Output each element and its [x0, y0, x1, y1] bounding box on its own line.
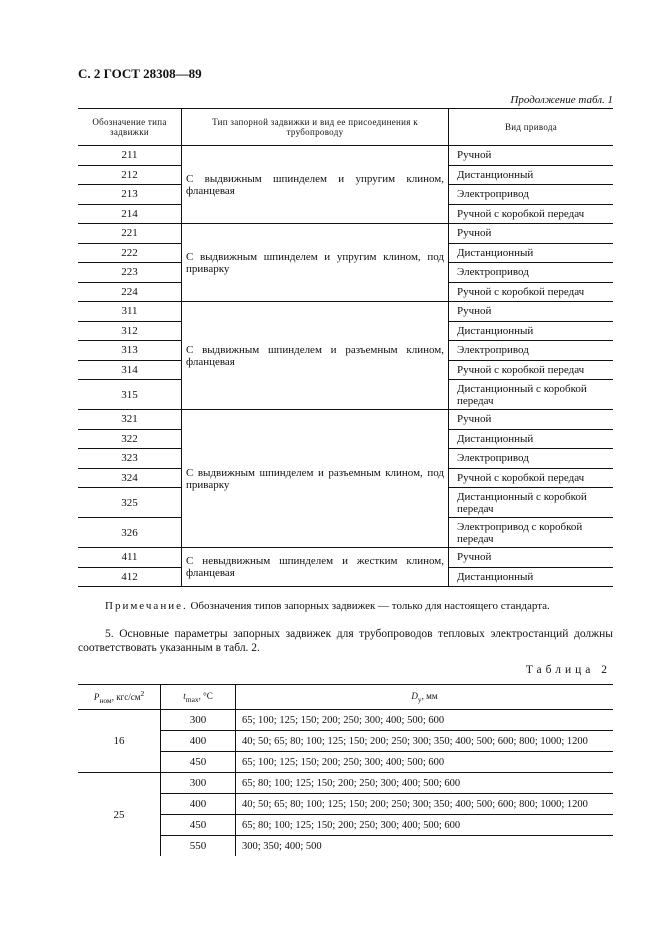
drive-type-cell: Дистанционный [449, 243, 614, 263]
designation-cell: 211 [78, 146, 182, 166]
temperature-cell: 450 [161, 815, 236, 836]
designation-cell: 223 [78, 263, 182, 283]
designation-cell: 212 [78, 165, 182, 185]
paragraph-5: 5. Основные параметры запорных задвижек для трубопроводов тепловых электростанций должны соответствовать указанным в табл. 2. [78, 628, 613, 654]
valve-type-cell: С выдвижным шпинделем и разъемным клином, фланцевая [182, 302, 449, 410]
temperature-cell: 400 [161, 794, 236, 815]
drive-type-cell: Ручной [449, 224, 614, 244]
col-header-type: Тип запорной задвижки и вид ее присоединения к трубопроводу [182, 109, 449, 146]
table-note [105, 600, 550, 612]
designation-cell: 213 [78, 185, 182, 205]
designation-cell: 324 [78, 468, 182, 488]
temperature-unit: , °С [198, 690, 213, 701]
designation-cell: 323 [78, 449, 182, 469]
drive-type-cell: Дистанционный с коробкой передач [449, 380, 614, 410]
col-header-temperature [161, 685, 236, 710]
table-row [78, 410, 613, 430]
drive-type-cell: Ручной с коробкой передач [449, 360, 614, 380]
drive-type-cell: Электропривод [449, 185, 614, 205]
designation-cell: 314 [78, 360, 182, 380]
designation-cell: 311 [78, 302, 182, 322]
designation-cell: 312 [78, 321, 182, 341]
designation-cell: 313 [78, 341, 182, 361]
drive-type-cell: Дистанционный с коробкой передач [449, 488, 614, 518]
pressure-unit: , кгс/см [111, 692, 141, 703]
pressure-cell: 16 [78, 710, 161, 773]
drive-type-cell: Дистанционный [449, 567, 614, 587]
designation-cell: 326 [78, 518, 182, 548]
drive-type-cell: Ручной с коробкой передач [449, 468, 614, 488]
note-label: Примечание. [105, 600, 188, 612]
designation-cell: 222 [78, 243, 182, 263]
table-row [78, 146, 613, 166]
col-header-pressure [78, 685, 161, 710]
diameter-symbol: D [411, 690, 418, 701]
temperature-cell: 300 [161, 710, 236, 731]
designation-cell: 214 [78, 204, 182, 224]
col-header-diameter [236, 685, 614, 710]
drive-type-cell: Дистанционный [449, 429, 614, 449]
designation-cell: 224 [78, 282, 182, 302]
designation-cell: 322 [78, 429, 182, 449]
drive-type-cell: Ручной [449, 146, 614, 166]
drive-type-cell: Ручной [449, 302, 614, 322]
drive-type-cell: Ручной с коробкой передач [449, 204, 614, 224]
designation-cell: 221 [78, 224, 182, 244]
diameter-cell: 40; 50; 65; 80; 100; 125; 150; 200; 250; 300; 350; 400; 500; 600; 800; 1000; 1200 [236, 794, 614, 815]
pressure-cell: 25 [78, 773, 161, 857]
designation-cell: 325 [78, 488, 182, 518]
temperature-cell: 550 [161, 836, 236, 857]
diameter-unit: , мм [421, 690, 438, 701]
temperature-cell: 400 [161, 731, 236, 752]
diameter-cell: 65; 100; 125; 150; 200; 250; 300; 400; 500; 600 [236, 710, 614, 731]
temperature-cell: 450 [161, 752, 236, 773]
valve-types-body [78, 146, 613, 587]
drive-type-cell: Электропривод с коробкой передач [449, 518, 614, 548]
diameter-cell: 65; 80; 100; 125; 150; 200; 250; 300; 400; 500; 600 [236, 815, 614, 836]
parameters-body [78, 710, 613, 857]
col-header-drive: Вид привода [449, 109, 614, 146]
designation-cell: 411 [78, 548, 182, 568]
note-text: Обозначения типов запорных задвижек — только для настоящего стандарта. [187, 600, 550, 612]
table-row [78, 302, 613, 322]
col-header-designation: Обозначение типа задвижки [78, 109, 182, 146]
table-continuation-label: Продолжение табл. 1 [510, 94, 613, 106]
drive-type-cell: Дистанционный [449, 165, 614, 185]
table-row [78, 773, 613, 794]
valve-type-cell: С выдвижным шпинделем и разъемным клином, под приварку [182, 410, 449, 548]
valve-type-cell: С невыдвижным шпинделем и жестким клином, фланцевая [182, 548, 449, 587]
designation-cell: 412 [78, 567, 182, 587]
diameter-cell: 65; 100; 125; 150; 200; 250; 300; 400; 500; 600 [236, 752, 614, 773]
table-row [78, 548, 613, 568]
temperature-cell: 300 [161, 773, 236, 794]
parameters-table [78, 684, 613, 856]
table2-caption: Таблица 2 [525, 664, 611, 676]
designation-cell: 321 [78, 410, 182, 430]
table-row [78, 710, 613, 731]
drive-type-cell: Ручной [449, 548, 614, 568]
temperature-symbol: t [183, 690, 186, 701]
table-row [78, 224, 613, 244]
pressure-sub: ном [99, 695, 112, 705]
drive-type-cell: Дистанционный [449, 321, 614, 341]
drive-type-cell: Электропривод [449, 263, 614, 283]
designation-cell: 315 [78, 380, 182, 410]
diameter-cell: 65; 80; 100; 125; 150; 200; 250; 300; 400; 500; 600 [236, 773, 614, 794]
pressure-symbol: P [93, 692, 100, 703]
diameter-cell: 300; 350; 400; 500 [242, 840, 322, 852]
drive-type-cell: Электропривод [449, 449, 614, 469]
diameter-sub: y [417, 694, 422, 704]
temperature-sub: max [185, 694, 199, 704]
valve-types-table [78, 108, 613, 587]
page-header: С. 2 ГОСТ 28308—89 [78, 66, 202, 81]
drive-type-cell: Ручной с коробкой передач [449, 282, 614, 302]
diameter-cell: 40; 50; 65; 80; 100; 125; 150; 200; 250; 300; 350; 400; 500; 600; 800; 1000; 1200 [236, 731, 614, 752]
drive-type-cell: Электропривод [449, 341, 614, 361]
drive-type-cell: Ручной [449, 410, 614, 430]
valve-type-cell: С выдвижным шпинделем и упругим клином, фланцевая [182, 146, 449, 224]
valve-type-cell: С выдвижным шпинделем и упругим клином, под приварку [182, 224, 449, 302]
pressure-sup: 2 [140, 689, 145, 699]
